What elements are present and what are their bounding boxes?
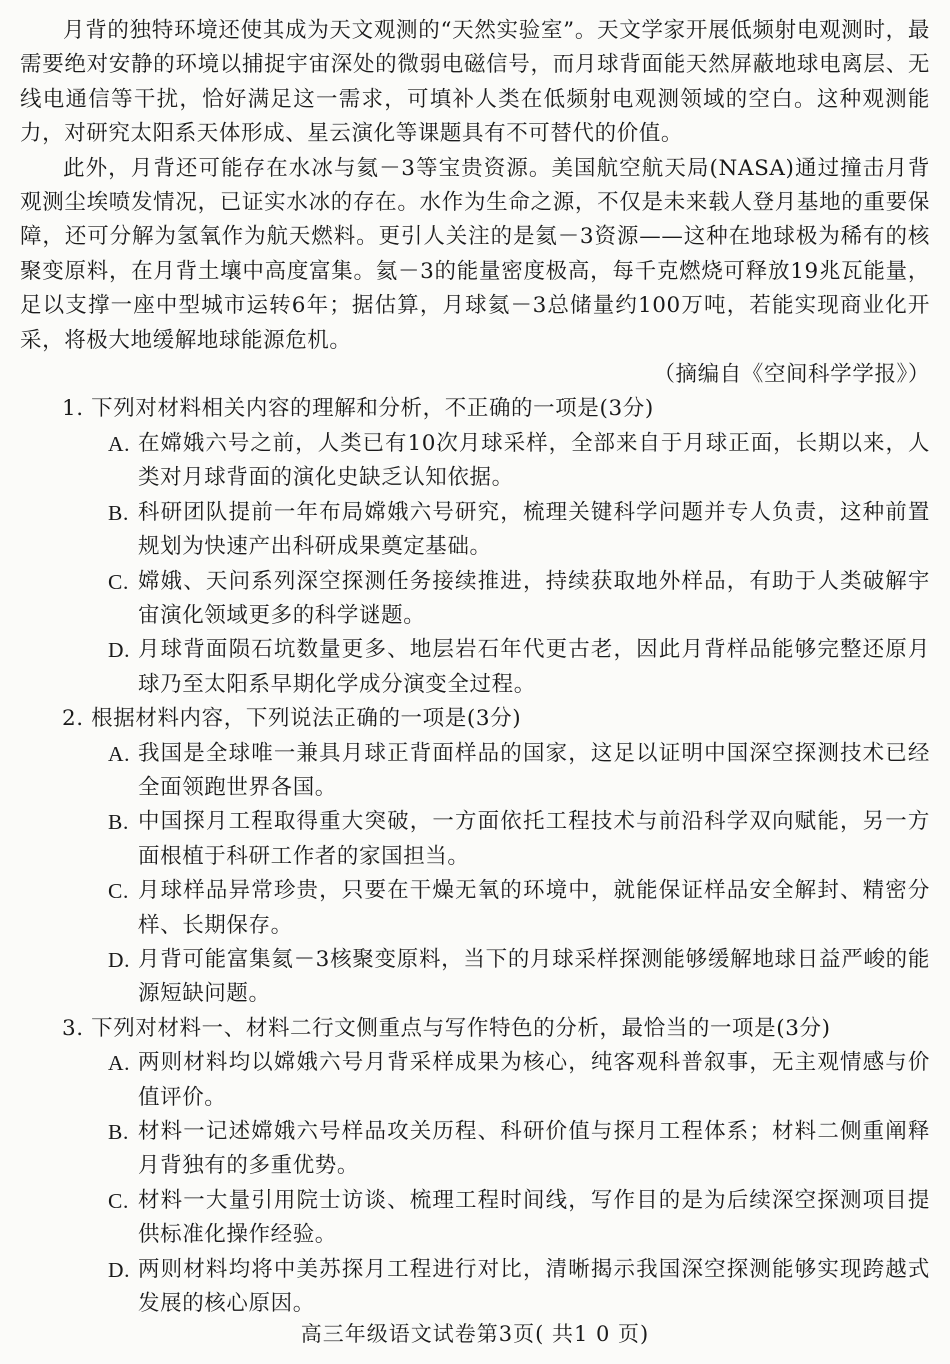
question-stem: 2. 根据材料内容，下列说法正确的一项是(3分) bbox=[62, 706, 522, 732]
question-stem: 1. 下列对材料相关内容的理解和分析，不正确的一项是(3分) bbox=[62, 396, 654, 422]
option-letter: C. bbox=[108, 569, 129, 594]
question-1 bbox=[20, 392, 930, 702]
option-letter: A. bbox=[108, 431, 131, 456]
option-letter: A. bbox=[108, 1051, 131, 1076]
option-text: 两则材料均将中美苏探月工程进行对比，清晰揭示我国深空探测能够实现跨越式发展的核心原因。 bbox=[138, 1256, 930, 1317]
option-letter: B. bbox=[108, 1120, 129, 1144]
option-b bbox=[20, 805, 930, 874]
passage-paragraph-1: 月背的独特环境还使其成为天文观测的“天然实验室”。天文学家开展低频射电观测时，最需要绝对安静的环境以捕捉宇宙深处的微弱电磁信号，而月球背面能天然屏蔽地球电离层、无线电通信等干扰，恰好满足这一需求，可填补人类在低频射电观测领域的空白。这种观测能力，对研究太阳系天体形成、星云演化等课题具有不可替代的价值。 bbox=[20, 18, 930, 147]
option-letter: D. bbox=[108, 947, 131, 972]
page-footer: 高三年级语文试卷第3页( 共1 0 页) bbox=[300, 1322, 650, 1346]
option-letter: A. bbox=[108, 741, 131, 766]
option-text: 我国是全球唯一兼具月球正背面样品的国家，这足以证明中国深空探测技术已经全面领跑世界各国。 bbox=[138, 740, 930, 800]
option-letter: D. bbox=[108, 1257, 131, 1282]
option-text: 材料一记述嫦娥六号样品攻关历程、科研价值与探月工程体系；材料二侧重阐释月背独有的多重优势。 bbox=[138, 1119, 930, 1179]
option-text: 嫦娥、天问系列深空探测任务接续推进，持续获取地外样品，有助于人类破解宇宙演化领域更多的科学谜题。 bbox=[138, 568, 930, 628]
question-2 bbox=[20, 702, 930, 1012]
option-b bbox=[20, 496, 930, 565]
option-text: 两则材料均以嫦娥六号月背采样成果为核心，纯客观科普叙事，无主观情感与价值评价。 bbox=[138, 1050, 930, 1110]
option-letter: B. bbox=[108, 500, 129, 525]
question-3 bbox=[20, 1012, 930, 1322]
option-a bbox=[20, 737, 930, 806]
option-b bbox=[20, 1115, 930, 1184]
passage bbox=[20, 14, 930, 392]
option-a bbox=[20, 1046, 930, 1115]
option-text: 在嫦娥六号之前，人类已有10次月球采样，全部来自于月球正面，长期以来，人类对月球背面的演化史缺乏认知依据。 bbox=[138, 430, 930, 491]
option-letter: D. bbox=[108, 638, 131, 663]
option-letter: C. bbox=[108, 879, 129, 904]
option-d bbox=[20, 1253, 930, 1322]
option-letter: B. bbox=[108, 810, 129, 835]
passage-paragraph-2: 此外，月背还可能存在水冰与氦－3等宝贵资源。美国航空航天局(NASA)通过撞击月背观测尘埃喷发情况，已证实水冰的存在。水作为生命之源，不仅是未来载人登月基地的重要保障，还可分解为氢氧作为航天燃料。更引人关注的是氦－3资源——这种在地球极为稀有的核聚变原料，在月背土壤中高度富集。氦－3的能量密度极高，每千克燃烧可释放19兆瓦能量，足以支撑一座中型城市运转6年；据估算，月球氦－3总储量约100万吨，若能实现商业化开采，将极大地缓解地球能源危机。 bbox=[20, 155, 930, 353]
option-c bbox=[20, 565, 930, 634]
option-d bbox=[20, 943, 930, 1012]
question-stem: 3. 下列对材料一、材料二行文侧重点与写作特色的分析，最恰当的一项是(3分) bbox=[62, 1015, 831, 1041]
option-c bbox=[20, 874, 930, 943]
option-text: 中国探月工程取得重大突破，一方面依托工程技术与前沿科学双向赋能，另一方面根植于科研工作者的家国担当。 bbox=[138, 809, 930, 869]
option-letter: C. bbox=[108, 1188, 129, 1213]
option-a bbox=[20, 427, 930, 496]
option-text: 月背可能富集氦－3核聚变原料，当下的月球采样探测能够缓解地球日益严峻的能源短缺问题。 bbox=[138, 946, 930, 1007]
passage-source: （摘编自《空间科学学报》） bbox=[653, 362, 930, 388]
option-d bbox=[20, 633, 930, 702]
option-c bbox=[20, 1184, 930, 1253]
option-text: 月球样品异常珍贵，只要在干燥无氧的环境中，就能保证样品安全解封、精密分样、长期保存。 bbox=[138, 878, 930, 938]
option-text: 科研团队提前一年布局嫦娥六号研究，梳理关键科学问题并专人负责，这种前置规划为快速产出科研成果奠定基础。 bbox=[138, 499, 930, 560]
option-text: 材料一大量引用院士访谈、梳理工程时间线，写作目的是为后续深空探测项目提供标准化操作经验。 bbox=[138, 1187, 930, 1248]
option-text: 月球背面陨石坑数量更多、地层岩石年代更古老，因此月背样品能够完整还原月球乃至太阳系早期化学成分演变全过程。 bbox=[138, 637, 930, 697]
